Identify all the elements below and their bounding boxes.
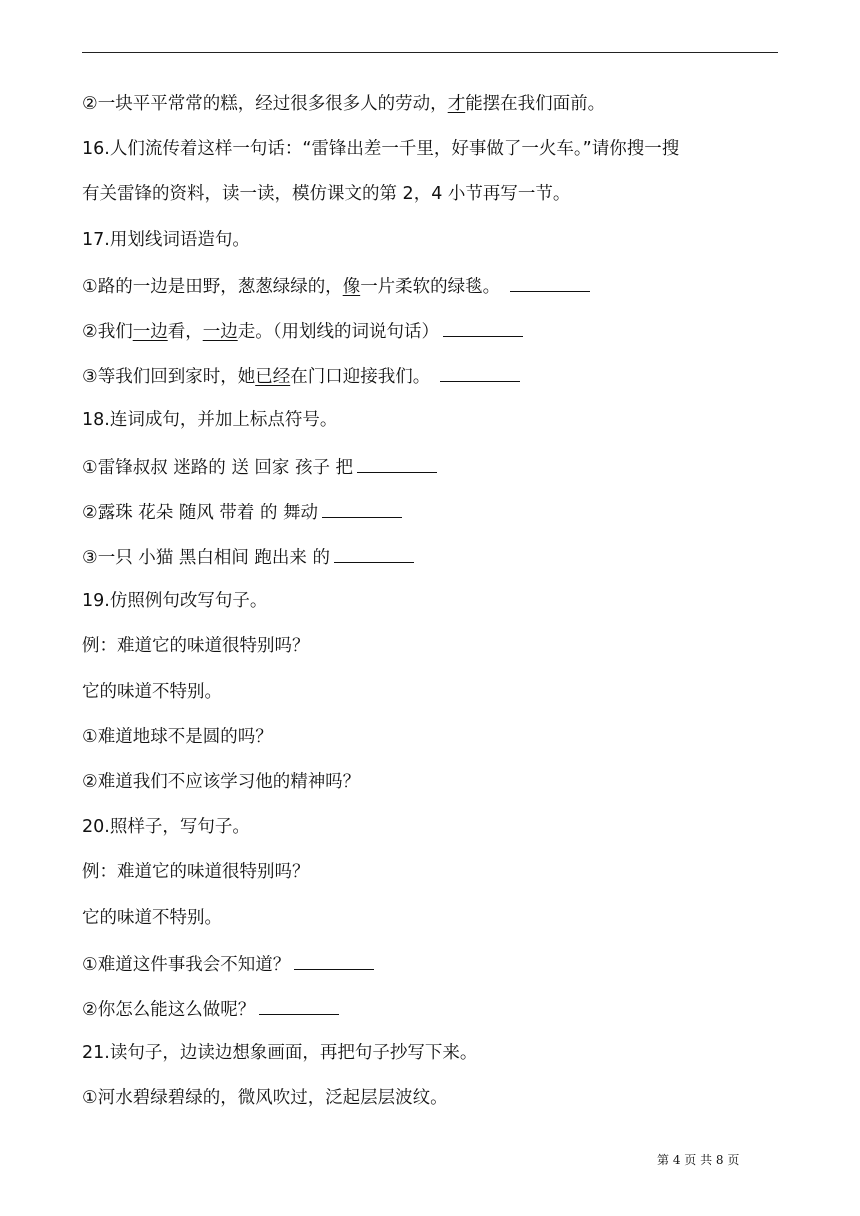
underlined-word: 一边 — [132, 322, 168, 342]
text-segment: 有关雷锋的资料，读一读，模仿课文的第 2，4 小节再写一节。 — [82, 184, 571, 205]
text-segment: ③等我们回到家时，她 — [82, 367, 256, 388]
text-segment: ②露珠 花朵 随风 带着 的 舞动 — [82, 502, 319, 523]
text-line — [82, 1041, 477, 1065]
text-segment: 它的味道不特别。 — [82, 681, 222, 702]
text-line — [82, 454, 437, 480]
text-segment: 走。（用划线的词说句话） — [237, 322, 439, 342]
underlined-word: 像 — [342, 276, 361, 297]
text-line — [82, 1086, 448, 1110]
answer-blank[interactable] — [510, 273, 590, 292]
answer-blank[interactable] — [259, 996, 339, 1015]
text-segment: 它的味道不特别。 — [82, 907, 222, 928]
text-segment: ①雷锋叔叔 迷路的 送 回家 孩子 把 — [82, 457, 354, 478]
text-line — [82, 951, 374, 977]
text-segment: 21.读句子，边读边想象画面，再把句子抄写下来。 — [82, 1043, 478, 1064]
text-segment: ②你怎么能这么做呢？ — [82, 1000, 256, 1020]
answer-blank[interactable] — [357, 454, 437, 473]
text-line — [82, 634, 310, 658]
text-line — [82, 589, 267, 613]
text-segment: ②我们 — [82, 322, 133, 342]
text-line — [82, 137, 679, 161]
answer-blank[interactable] — [440, 363, 520, 382]
text-line — [82, 815, 250, 839]
text-segment: 17.用划线词语造句。 — [82, 229, 250, 250]
underlined-word: 才 — [447, 94, 466, 114]
page-footer: 第 4 页 共 8 页 — [657, 1153, 740, 1167]
text-line — [82, 92, 605, 116]
text-line — [82, 725, 273, 749]
text-line — [82, 499, 402, 525]
text-segment: ①难道这件事我会不知道？ — [82, 954, 291, 975]
text-line — [82, 408, 337, 432]
text-segment: 在门口迎接我们。 — [290, 367, 436, 388]
answer-blank[interactable] — [294, 951, 374, 970]
text-line — [82, 906, 222, 930]
underlined-word: 已经 — [255, 367, 291, 388]
text-segment: ①难道地球不是圆的吗？ — [82, 726, 273, 747]
text-segment: 一片柔软的绿毯。 — [360, 276, 506, 297]
header-rule — [82, 52, 778, 53]
text-segment: 例：难道它的味道很特别吗？ — [82, 636, 310, 657]
text-segment: ①河水碧绿碧绿的，微风吹过，泛起层层波纹。 — [82, 1088, 448, 1109]
text-segment: ②一块平平常常的糕，经过很多很多人的劳动， — [82, 94, 448, 114]
text-line — [82, 228, 250, 252]
answer-blank[interactable] — [334, 544, 414, 563]
text-line — [82, 363, 520, 389]
text-line — [82, 860, 310, 884]
text-segment: 20.照样子，写句子。 — [82, 817, 250, 838]
text-line — [82, 544, 414, 570]
text-segment: 18.连词成句，并加上标点符号。 — [82, 410, 338, 431]
underlined-word: 一边 — [202, 322, 238, 342]
text-line — [82, 318, 523, 344]
text-line — [82, 770, 360, 794]
text-line — [82, 273, 590, 299]
text-segment: 看， — [167, 322, 203, 342]
text-segment: 19.仿照例句改写句子。 — [82, 591, 268, 612]
text-segment: ①路的一边是田野，葱葱绿绿的， — [82, 276, 343, 297]
text-line — [82, 996, 339, 1022]
text-segment: 能摆在我们面前。 — [465, 94, 606, 114]
text-segment: ③一只 小猫 黑白相间 跑出来 的 — [82, 548, 330, 568]
text-segment: 例：难道它的味道很特别吗？ — [82, 862, 310, 883]
answer-blank[interactable] — [322, 499, 402, 518]
answer-blank[interactable] — [443, 318, 523, 337]
text-segment: 16.人们流传着这样一句话：“雷锋出差一千里，好事做了一火车。”请你搜一搜 — [82, 139, 680, 160]
text-line — [82, 680, 222, 704]
text-line — [82, 182, 570, 206]
text-segment: ②难道我们不应该学习他的精神吗？ — [82, 772, 361, 792]
